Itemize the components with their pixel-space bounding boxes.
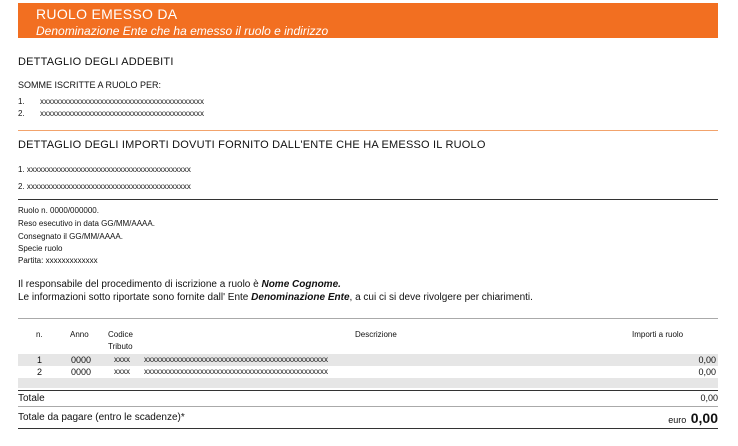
cell-importo: 0,00 (698, 355, 716, 365)
importi-title: DETTAGLIO DEGLI IMPORTI DOVUTI FORNITO DALL'ENTE CHE HA EMESSO IL RUOLO (18, 139, 486, 151)
ruolo-reso: Reso esecutivo in data GG/MM/AAAA. (18, 219, 155, 228)
cell-descrizione: xxxxxxxxxxxxxxxxxxxxxxxxxxxxxxxxxxxxxxxxxxxxxx (144, 367, 328, 376)
responsabile-text: Il responsabile del procedimento di iscrizione a ruolo è (18, 279, 262, 290)
cell-codice: xxxx (114, 367, 130, 376)
totale-divider (18, 390, 718, 391)
addebiti-item-text: xxxxxxxxxxxxxxxxxxxxxxxxxxxxxxxxxxxxxxxxx (40, 97, 204, 106)
responsabile-name: Nome Cognome. (261, 279, 341, 290)
totale-pagare-label: Totale da pagare (entro le scadenze)* (18, 412, 185, 423)
col-header-descrizione: Descrizione (355, 330, 397, 339)
responsabile-text: Le informazioni sotto riportate sono fornite dall' Ente (18, 292, 252, 303)
responsabile-line1 (18, 279, 341, 290)
col-header-codice: Codice (108, 330, 133, 339)
importi-item: 1. xxxxxxxxxxxxxxxxxxxxxxxxxxxxxxxxxxxxxxxxx (18, 165, 191, 174)
importi-item: 2. xxxxxxxxxxxxxxxxxxxxxxxxxxxxxxxxxxxxxxxxx (18, 182, 191, 191)
table-top-divider (18, 318, 718, 319)
responsabile-line2 (18, 292, 533, 303)
col-header-tributo: Tributo (108, 342, 133, 351)
totale-pagare-amount (668, 410, 718, 428)
col-header-anno: Anno (70, 330, 89, 339)
header-title: RUOLO EMESSO DA (36, 6, 178, 22)
ruolo-numero: Ruolo n. 0000/000000. (18, 206, 99, 215)
cell-n: 1 (37, 355, 43, 365)
cell-importo: 0,00 (698, 367, 716, 377)
table-row (18, 366, 718, 378)
table-row (18, 354, 718, 366)
header-band (18, 3, 718, 38)
ruolo-partita: Partita: xxxxxxxxxxxxx (18, 256, 98, 265)
addebiti-item-text: xxxxxxxxxxxxxxxxxxxxxxxxxxxxxxxxxxxxxxxxx (40, 109, 204, 118)
col-header-n: n. (36, 330, 43, 339)
section-divider (18, 199, 718, 200)
addebiti-title: DETTAGLIO DEGLI ADDEBITI (18, 56, 174, 68)
addebiti-subtitle: SOMME ISCRITTE A RUOLO PER: (18, 80, 162, 90)
ente-name: Denominazione Ente (251, 292, 350, 303)
header-subtitle: Denominazione Ente che ha emesso il ruolo e indirizzo (36, 24, 329, 38)
addebiti-item-num: 1. (18, 97, 25, 106)
currency-label: euro (668, 415, 687, 425)
ruolo-consegnato: Consegnato il GG/MM/AAAA. (18, 232, 123, 241)
responsabile-text: , a cui ci si deve rivolgere per chiarimenti. (349, 292, 533, 303)
cell-codice: xxxx (114, 355, 130, 364)
totale-pagare-value: 0,00 (690, 410, 718, 426)
cell-n: 2 (37, 367, 43, 377)
col-header-importi: Importi a ruolo (632, 330, 684, 339)
totale-label: Totale (18, 393, 45, 404)
totale-value: 0,00 (700, 393, 718, 403)
cell-descrizione: xxxxxxxxxxxxxxxxxxxxxxxxxxxxxxxxxxxxxxxxxxxxxx (144, 355, 328, 364)
totale-divider (18, 406, 718, 407)
table-row-empty (18, 378, 718, 388)
cell-anno: 0000 (71, 355, 92, 365)
bottom-divider (18, 428, 718, 429)
section-divider (18, 130, 718, 131)
addebiti-item-num: 2. (18, 109, 25, 118)
ruolo-specie: Specie ruolo (18, 244, 63, 253)
cell-anno: 0000 (71, 367, 92, 377)
